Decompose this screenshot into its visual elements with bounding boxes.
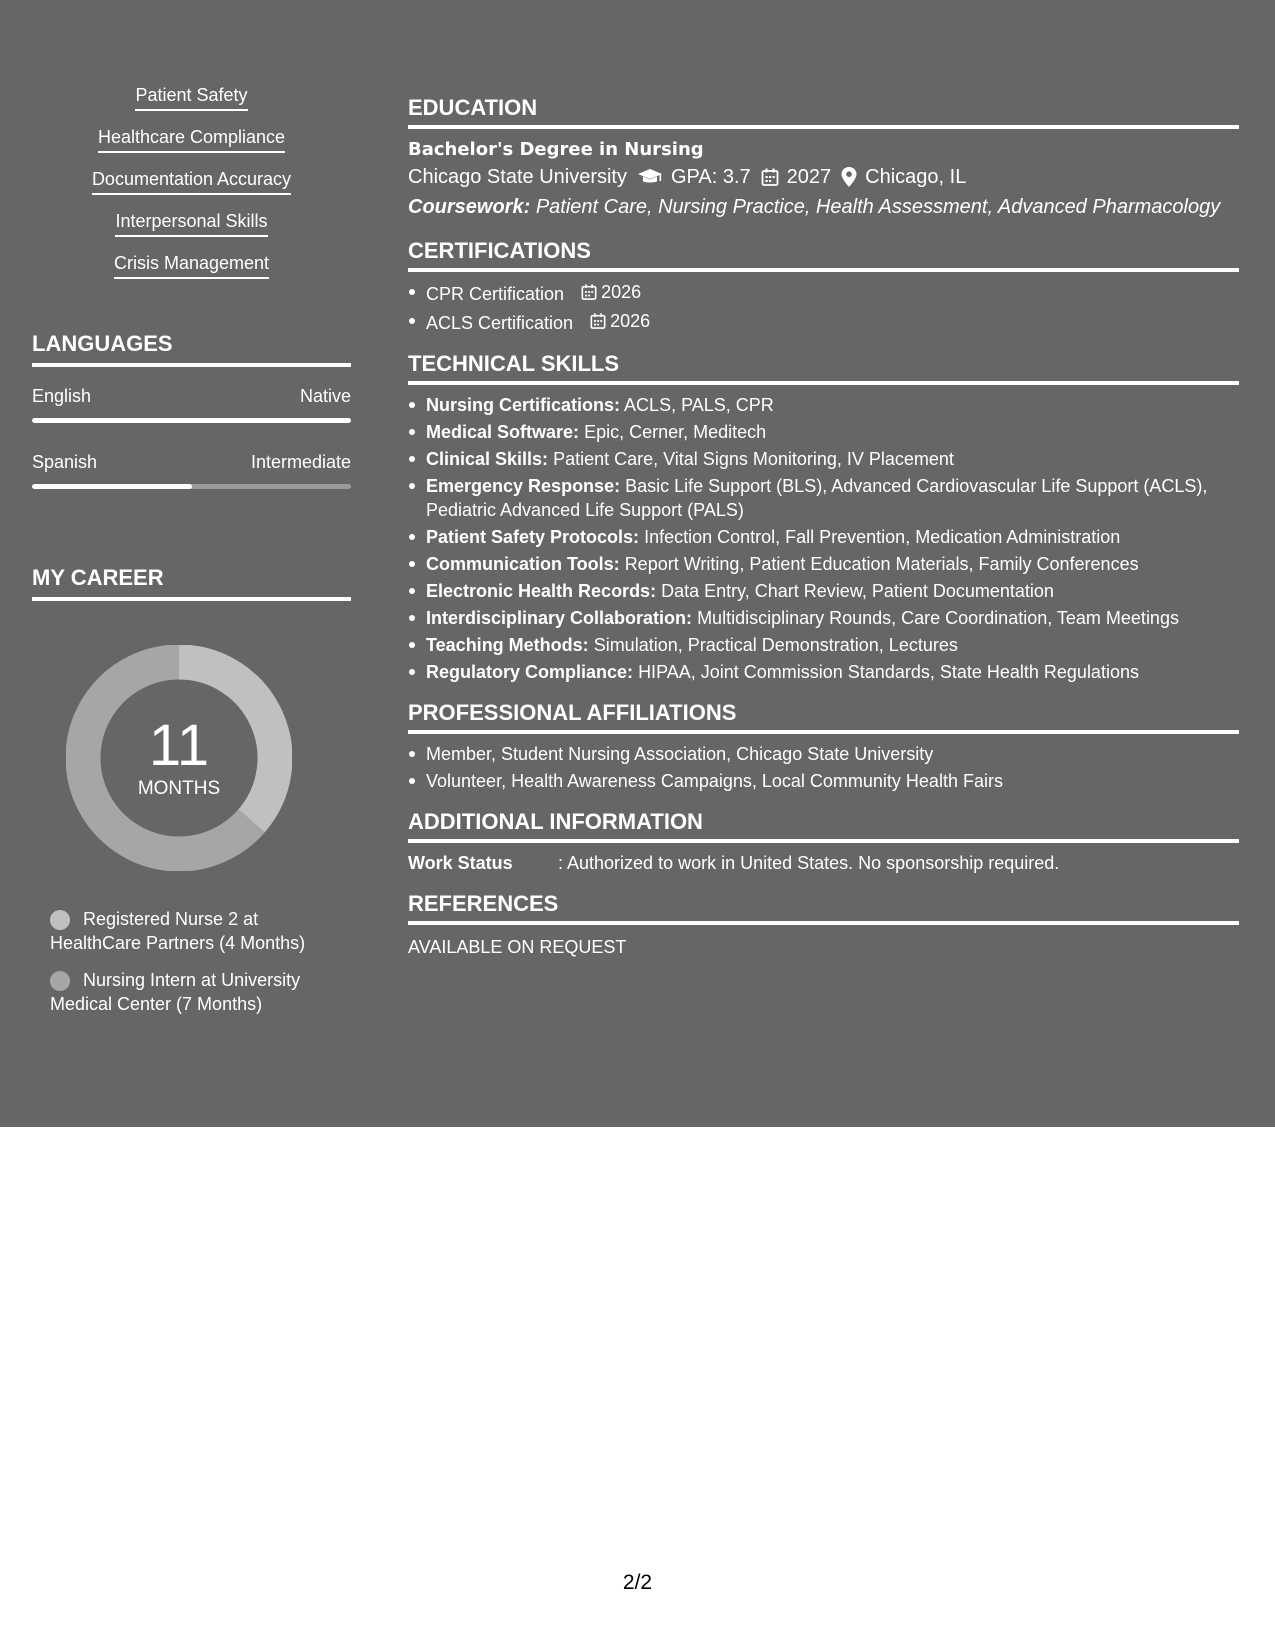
skill-value: HIPAA, Joint Commission Standards, State Health Regulations: [638, 662, 1139, 682]
career-donut: [66, 645, 292, 871]
skill-item: Crisis Management: [114, 253, 269, 279]
technical-skills-section: [408, 351, 1239, 684]
skill-item: Healthcare Compliance: [98, 127, 285, 153]
skill-value: Multidisciplinary Rounds, Care Coordination, Team Meetings: [697, 608, 1179, 628]
gpa: GPA: 3.7: [670, 166, 751, 188]
skill-label: Medical Software:: [426, 422, 580, 442]
skill-value: Data Entry, Chart Review, Patient Documentation: [661, 581, 1054, 601]
language-level: Native: [299, 386, 351, 406]
technical-skill-item: [408, 525, 1239, 549]
work-status-row: [408, 851, 1239, 875]
language-bar: [32, 484, 351, 489]
career-item-text: Nursing Intern at University Medical Center (7 Months): [50, 970, 301, 1014]
calendar-icon: [581, 284, 597, 300]
graduation-year: 2027: [786, 166, 832, 188]
certifications-list: [408, 280, 1239, 335]
skill-label: Clinical Skills:: [426, 449, 549, 469]
work-status-value: : Authorized to work in United States. No sponsorship required.: [558, 853, 1060, 873]
technical-skill-item: [408, 474, 1239, 522]
skill-label: Regulatory Compliance:: [426, 662, 634, 682]
skills-list: [32, 85, 351, 279]
school-location: Chicago, IL: [865, 166, 967, 188]
language-bar-fill: [32, 418, 351, 423]
skill-item: Interpersonal Skills: [115, 211, 267, 237]
technical-skill-item: [408, 552, 1239, 576]
skill-label: Nursing Certifications:: [426, 395, 621, 415]
certifications-section: [408, 238, 1239, 335]
coursework: [408, 192, 1239, 222]
language-item: [32, 451, 351, 489]
language-name: Spanish: [32, 452, 98, 472]
career-legend-dot: [50, 910, 70, 930]
graduation-cap-icon: [637, 168, 663, 186]
calendar-icon: [761, 168, 779, 186]
coursework-label: Coursework:: [408, 196, 531, 218]
career-total-unit: MONTHS: [137, 778, 221, 799]
career-total: [66, 645, 292, 871]
technical-skills-list: [408, 393, 1239, 684]
skill-value: Report Writing, Patient Education Materials, Family Conferences: [624, 554, 1139, 574]
references-text: AVAILABLE ON REQUEST: [408, 937, 627, 957]
school-name: Chicago State University: [408, 166, 627, 188]
technical-skill-item: [408, 579, 1239, 603]
skill-label: Communication Tools:: [426, 554, 620, 574]
skill-value: Infection Control, Fall Prevention, Medication Administration: [644, 527, 1121, 547]
affiliations-list: [408, 742, 1239, 793]
education-meta: [408, 162, 1239, 192]
language-level: Intermediate: [250, 452, 351, 472]
coursework-list: Patient Care, Nursing Practice, Health Assessment, Advanced Pharmacology: [535, 196, 1221, 218]
certification-year: 2026: [601, 282, 642, 302]
skill-label: Patient Safety Protocols:: [426, 527, 640, 547]
skill-label: Electronic Health Records:: [426, 581, 657, 601]
certification-item: [408, 280, 1239, 306]
career-item: [50, 968, 340, 1016]
affiliations-section: [408, 700, 1239, 793]
languages-heading: LANGUAGES: [32, 331, 351, 367]
affiliation-item: Member, Student Nursing Association, Chicago State University: [408, 742, 1239, 766]
language-name: English: [32, 386, 92, 406]
location-pin-icon: [841, 167, 857, 187]
affiliations-heading: PROFESSIONAL AFFILIATIONS: [408, 700, 1239, 734]
education-section: [408, 95, 1239, 222]
skill-label: Interdisciplinary Collaboration:: [426, 608, 693, 628]
language-item: [32, 385, 351, 423]
certification-item: [408, 309, 1239, 335]
skill-item: Patient Safety: [135, 85, 247, 111]
certification-name: CPR Certification: [426, 284, 565, 304]
language-bar: [32, 418, 351, 423]
certification-year: 2026: [610, 311, 651, 331]
page-number: 2/2: [622, 1571, 653, 1594]
career-total-value: 11: [148, 713, 210, 778]
career-heading: MY CAREER: [32, 565, 351, 601]
technical-skills-heading: TECHNICAL SKILLS: [408, 351, 1239, 385]
calendar-icon: [590, 313, 606, 329]
left-column: [32, 85, 351, 1016]
career-legend-dot: [50, 971, 70, 991]
career-item-text: Registered Nurse 2 at HealthCare Partners (4 Months): [50, 909, 306, 953]
skill-value: Simulation, Practical Demonstration, Lectures: [593, 635, 958, 655]
certifications-heading: CERTIFICATIONS: [408, 238, 1239, 272]
skill-value: Epic, Cerner, Meditech: [584, 422, 767, 442]
references-heading: REFERENCES: [408, 891, 1239, 925]
career-list: [50, 907, 340, 1016]
technical-skill-item: [408, 633, 1239, 657]
education-heading: EDUCATION: [408, 95, 1239, 129]
technical-skill-item: [408, 420, 1239, 444]
degree-title: Bachelor's Degree in Nursing: [408, 139, 704, 160]
technical-skill-item: [408, 447, 1239, 471]
references-section: [408, 891, 1239, 959]
skill-label: Emergency Response:: [426, 476, 621, 496]
career-item: [50, 907, 340, 955]
certification-name: ACLS Certification: [426, 313, 574, 333]
skill-value: Basic Life Support (BLS), Advanced Cardiovascular Life Support (ACLS), Pediatric Advanced Life Support (PALS): [426, 476, 1208, 520]
technical-skill-item: [408, 606, 1239, 630]
right-column: [408, 95, 1239, 959]
skill-value: Patient Care, Vital Signs Monitoring, IV Placement: [553, 449, 954, 469]
language-bar-fill: [32, 484, 192, 489]
technical-skill-item: [408, 660, 1239, 684]
skill-value: ACLS, PALS, CPR: [624, 395, 774, 415]
skill-item: Documentation Accuracy: [92, 169, 291, 195]
technical-skill-item: [408, 393, 1239, 417]
affiliation-item: Volunteer, Health Awareness Campaigns, Local Community Health Fairs: [408, 769, 1239, 793]
work-status-label: Work Status: [408, 853, 513, 873]
additional-info-heading: ADDITIONAL INFORMATION: [408, 809, 1239, 843]
skill-label: Teaching Methods:: [426, 635, 589, 655]
additional-info-section: [408, 809, 1239, 875]
